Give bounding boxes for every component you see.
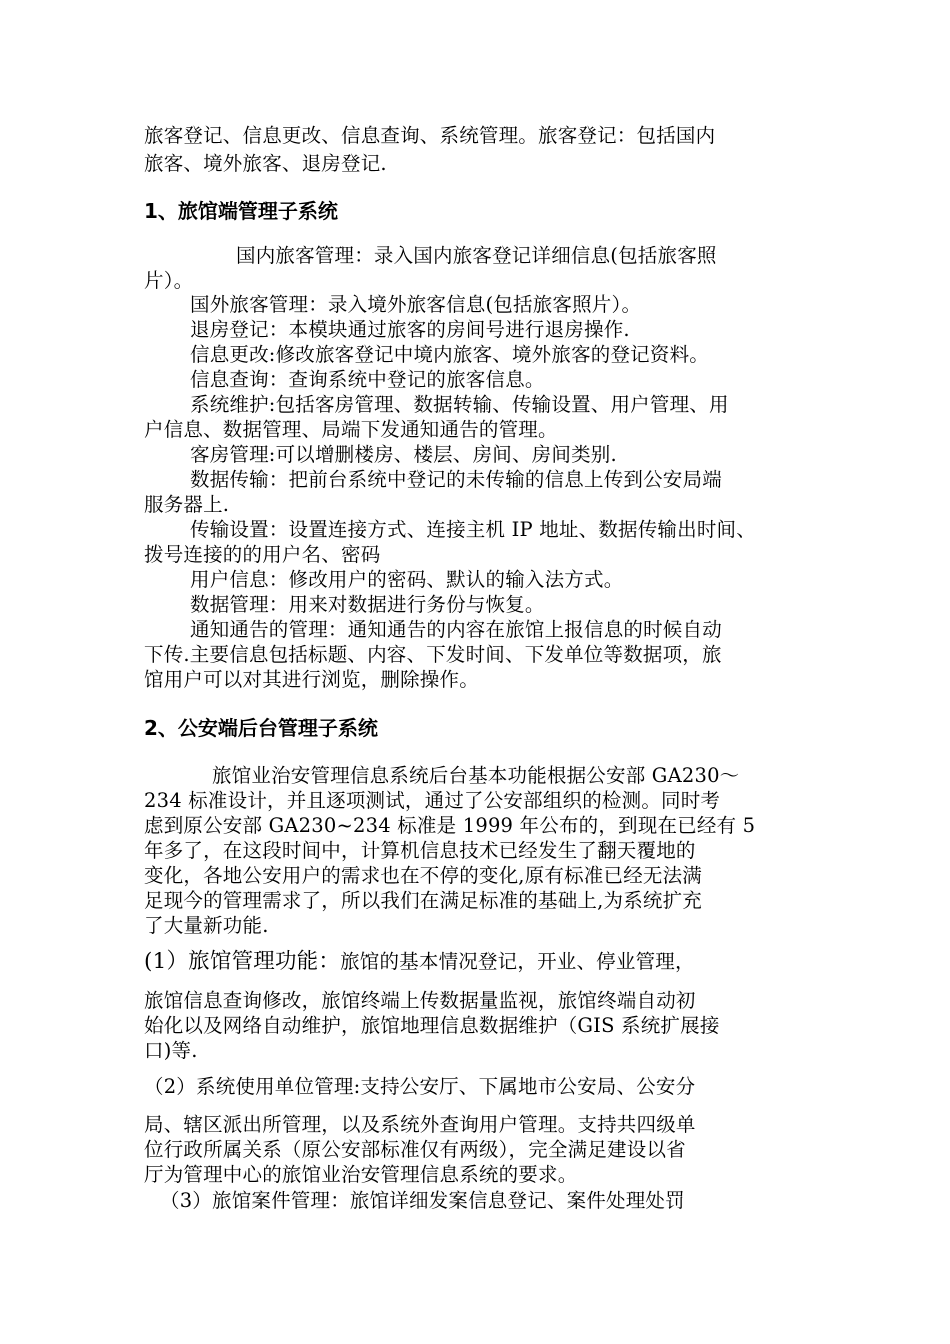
intro-line: 旅客、境外旅客、退房登记. xyxy=(144,152,387,175)
item1-text: 旅馆的基本情况登记，开业、停业管理， xyxy=(340,950,695,973)
section1-line: 国内旅客管理：录入国内旅客登记详细信息(包括旅客照 xyxy=(236,244,717,267)
section2-line: 旅馆业治安管理信息系统后台基本功能根据公安部 GA230～ xyxy=(212,764,740,787)
item1-first-line xyxy=(144,950,695,974)
section1-line: 客房管理:可以增删楼房、楼层、房间、房间类别. xyxy=(190,443,617,466)
section1-line: 拨号连接的的用户名、密码 xyxy=(144,543,381,566)
section2-line: 足现今的管理需求了，所以我们在满足标准的基础上,为系统扩充 xyxy=(144,889,702,912)
section1-line: 国外旅客管理：录入境外旅客信息(包括旅客照片）。 xyxy=(190,293,642,316)
item1-line: 口)等. xyxy=(144,1039,198,1062)
section2-line: 变化，各地公安用户的需求也在不停的变化,原有标准已经无法满 xyxy=(144,864,702,887)
section1-line: 服务器上. xyxy=(144,493,230,516)
section1-line: 系统维护:包括客房管理、数据转输、传输设置、用户管理、用 xyxy=(190,393,729,416)
item2-line: 局、辖区派出所管理，以及系统外查询用户管理。支持共四级单 xyxy=(144,1113,696,1136)
section1-line: 户信息、数据管理、局端下发通知通告的管理。 xyxy=(144,418,558,441)
section1-line: 片）。 xyxy=(144,269,194,292)
section2-line: 年多了，在这段时间中，计算机信息技术已经发生了翻天覆地的 xyxy=(144,839,696,862)
item2-line: 厅为管理中心的旅馆业治安管理信息系统的要求。 xyxy=(144,1163,578,1186)
section1-line: 馆用户可以对其进行浏览，删除操作。 xyxy=(144,668,479,691)
section2-line: 虑到原公安部 GA230~234 标准是 1999 年公布的，到现在已经有 5 xyxy=(144,814,756,837)
intro-line: 旅客登记、信息更改、信息查询、系统管理。旅客登记：包括国内 xyxy=(144,124,716,147)
section2-line: 了大量新功能. xyxy=(144,914,269,937)
section1-line: 通知通告的管理：通知通告的内容在旅馆上报信息的时候自动 xyxy=(190,618,722,641)
item3-first-line: （3）旅馆案件管理：旅馆详细发案信息登记、案件处理处罚 xyxy=(160,1189,685,1212)
section1-line: 数据管理：用来对数据进行务份与恢复。 xyxy=(190,593,545,616)
item1-label: (1）旅馆管理功能： xyxy=(144,949,341,974)
item1-line: 旅馆信息查询修改，旅馆终端上传数据量监视，旅馆终端自动初 xyxy=(144,989,696,1012)
section2-heading: 2、公安端后台管理子系统 xyxy=(144,716,378,740)
section1-line: 用户信息：修改用户的密码、默认的输入法方式。 xyxy=(190,568,624,591)
section2-line: 234 标准设计，并且逐项测试，通过了公安部组织的检测。同时考 xyxy=(144,789,721,812)
section1-line: 信息更改:修改旅客登记中境内旅客、境外旅客的登记资料。 xyxy=(190,343,709,366)
item2-first-line: （2）系统使用单位管理:支持公安厅、下属地市公安局、公安分 xyxy=(144,1075,696,1098)
section1-line: 数据传输：把前台系统中登记的未传输的信息上传到公安局端 xyxy=(190,468,722,491)
item2-line: 位行政所属关系（原公安部标准仅有两级），完全满足建设以省 xyxy=(144,1138,686,1161)
section1-line: 退房登记：本模块通过旅客的房间号进行退房操作. xyxy=(190,318,630,341)
item1-line: 始化以及网络自动维护，旅馆地理信息数据维护（GIS 系统扩展接 xyxy=(144,1014,720,1037)
section1-line: 传输设置：设置连接方式、连接主机 IP 地址、数据传输出时间、 xyxy=(190,518,756,541)
section1-line: 信息查询：查询系统中登记的旅客信息。 xyxy=(190,368,545,391)
section1-heading: 1、旅馆端管理子系统 xyxy=(144,199,338,223)
section1-line: 下传.主要信息包括标题、内容、下发时间、下发单位等数据项，旅 xyxy=(144,643,722,666)
